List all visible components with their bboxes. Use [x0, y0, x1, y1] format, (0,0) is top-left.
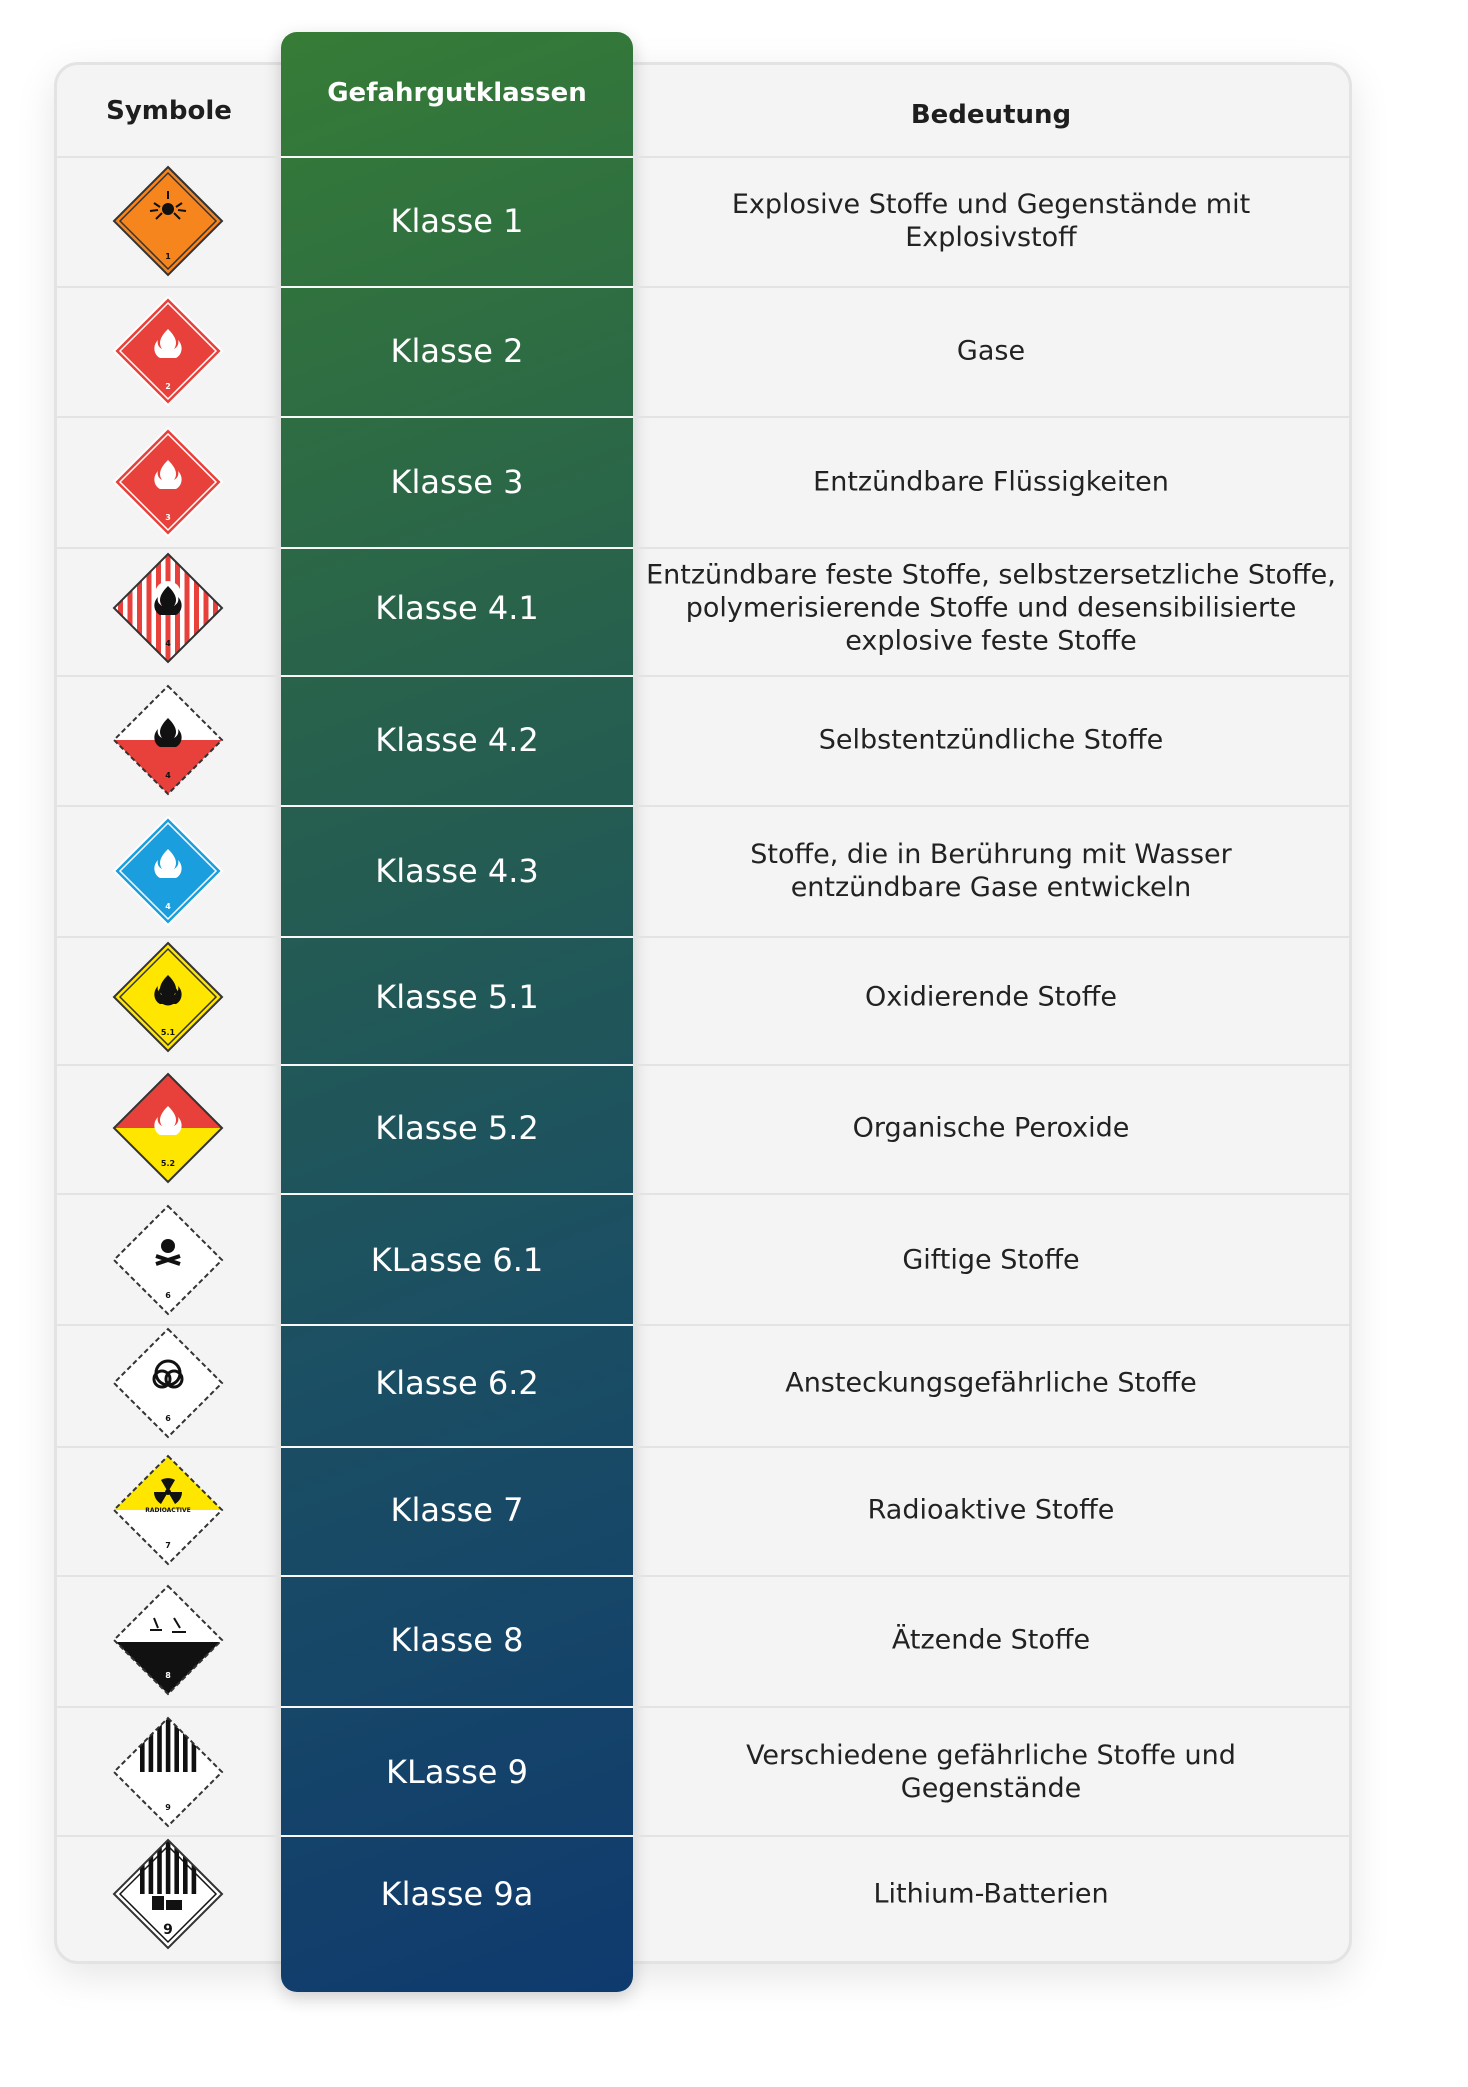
svg-text:4: 4 [165, 902, 171, 911]
infectious-label-icon [110, 1325, 226, 1441]
lithium-battery-label-icon [110, 1836, 226, 1952]
row-divider [57, 286, 1349, 288]
row-divider [57, 1446, 1349, 1448]
meaning-column-header: Bedeutung [910, 100, 1072, 130]
svg-text:9: 9 [165, 1803, 171, 1812]
band-divider [281, 156, 633, 158]
band-divider [281, 547, 633, 549]
svg-text:3: 3 [165, 513, 171, 522]
row-divider [57, 1324, 1349, 1326]
hazard-class-name: Klasse 5.2 [375, 1109, 539, 1147]
hazard-class-name: Klasse 8 [390, 1621, 524, 1659]
row-divider [57, 1835, 1349, 1837]
row-divider [57, 416, 1349, 418]
svg-text:7: 7 [165, 1541, 171, 1550]
hazard-class-name: Klasse 1 [390, 202, 524, 240]
band-divider [281, 1324, 633, 1326]
band-divider [281, 675, 633, 677]
svg-text:6: 6 [165, 1414, 171, 1423]
row-divider [57, 805, 1349, 807]
svg-text:4: 4 [165, 639, 171, 648]
band-divider [281, 936, 633, 938]
hazard-class-meaning: Explosive Stoffe und Gegenstände mit Explosivstoff [731, 189, 1251, 253]
svg-text:2: 2 [165, 382, 171, 391]
dangerous-when-wet-label-icon [110, 813, 226, 929]
organic-peroxide-label-icon [110, 1070, 226, 1186]
spontaneous-combustion-label-icon [110, 682, 226, 798]
hazard-class-name: Klasse 3 [390, 463, 524, 501]
band-divider [281, 286, 633, 288]
band-divider [281, 1446, 633, 1448]
hazard-class-name: Klasse 2 [390, 332, 524, 370]
row-divider [57, 156, 1349, 158]
hazard-class-meaning: Gase [956, 335, 1026, 367]
row-divider [57, 1064, 1349, 1066]
band-divider [281, 1193, 633, 1195]
svg-text:9: 9 [163, 1922, 173, 1938]
hazard-class-name: KLasse 9 [386, 1753, 528, 1791]
band-divider [281, 1706, 633, 1708]
svg-text:8: 8 [165, 1671, 171, 1680]
explosive-label-icon [110, 163, 226, 279]
hazard-class-meaning: Ätzende Stoffe [891, 1624, 1091, 1656]
row-divider [57, 936, 1349, 938]
hazard-class-name: Klasse 4.2 [375, 721, 539, 759]
hazard-class-meaning: Lithium-Batterien [873, 1878, 1109, 1910]
flammable-gas-label-icon [110, 293, 226, 409]
hazard-class-name: Klasse 6.2 [375, 1364, 539, 1402]
hazard-class-meaning: Organische Peroxide [852, 1112, 1130, 1144]
band-divider [281, 1835, 633, 1837]
hazard-class-name: Klasse 4.3 [375, 852, 539, 890]
hazard-class-name: KLasse 6.1 [370, 1241, 544, 1279]
row-divider [57, 547, 1349, 549]
band-divider [281, 805, 633, 807]
svg-text:RADIOACTIVE: RADIOACTIVE [145, 1507, 191, 1514]
hazard-class-name: Klasse 9a [380, 1875, 534, 1913]
flammable-liquid-label-icon [110, 424, 226, 540]
hazard-class-meaning: Oxidierende Stoffe [864, 981, 1117, 1013]
hazard-class-meaning: Stoffe, die in Berührung mit Wasser entzündbare Gase entwickeln [750, 839, 1232, 903]
hazard-class-meaning: Radioaktive Stoffe [867, 1494, 1115, 1526]
hazard-class-meaning: Entzündbare feste Stoffe, selbstzersetzliche Stoffe, polymerisierende Stoffe und desensibilisierte explosive feste Stoffe [646, 559, 1336, 657]
radioactive-label-icon [110, 1452, 226, 1568]
flammable-solid-label-icon [110, 550, 226, 666]
classes-column-header: Gefahrgutklassen [327, 78, 587, 108]
hazard-class-meaning: Selbstentzündliche Stoffe [818, 724, 1164, 756]
band-divider [281, 1064, 633, 1066]
svg-text:1: 1 [165, 252, 171, 261]
corrosive-label-icon [110, 1582, 226, 1698]
row-divider [57, 675, 1349, 677]
svg-text:6: 6 [165, 1291, 171, 1300]
band-divider [281, 1575, 633, 1577]
hazard-class-meaning: Ansteckungsgefährliche Stoffe [785, 1367, 1197, 1399]
band-divider [281, 416, 633, 418]
row-divider [57, 1706, 1349, 1708]
row-divider [57, 1575, 1349, 1577]
hazard-class-meaning: Entzündbare Flüssigkeiten [813, 466, 1169, 498]
svg-text:4: 4 [165, 771, 171, 780]
svg-text:5.1: 5.1 [160, 1028, 176, 1037]
hazard-class-meaning: Giftige Stoffe [902, 1244, 1080, 1276]
svg-text:5.2: 5.2 [160, 1159, 176, 1168]
oxidizer-label-icon [110, 939, 226, 1055]
hazard-class-name: Klasse 5.1 [375, 978, 539, 1016]
miscellaneous-label-icon [110, 1714, 226, 1830]
row-divider [57, 1193, 1349, 1195]
symbols-column-header: Symbole [106, 96, 232, 126]
toxic-label-icon [110, 1202, 226, 1318]
hazard-class-name: Klasse 4.1 [375, 589, 539, 627]
hazard-class-meaning: Verschiedene gefährliche Stoffe und Gegenstände [746, 1740, 1236, 1804]
hazard-class-name: Klasse 7 [390, 1491, 524, 1529]
